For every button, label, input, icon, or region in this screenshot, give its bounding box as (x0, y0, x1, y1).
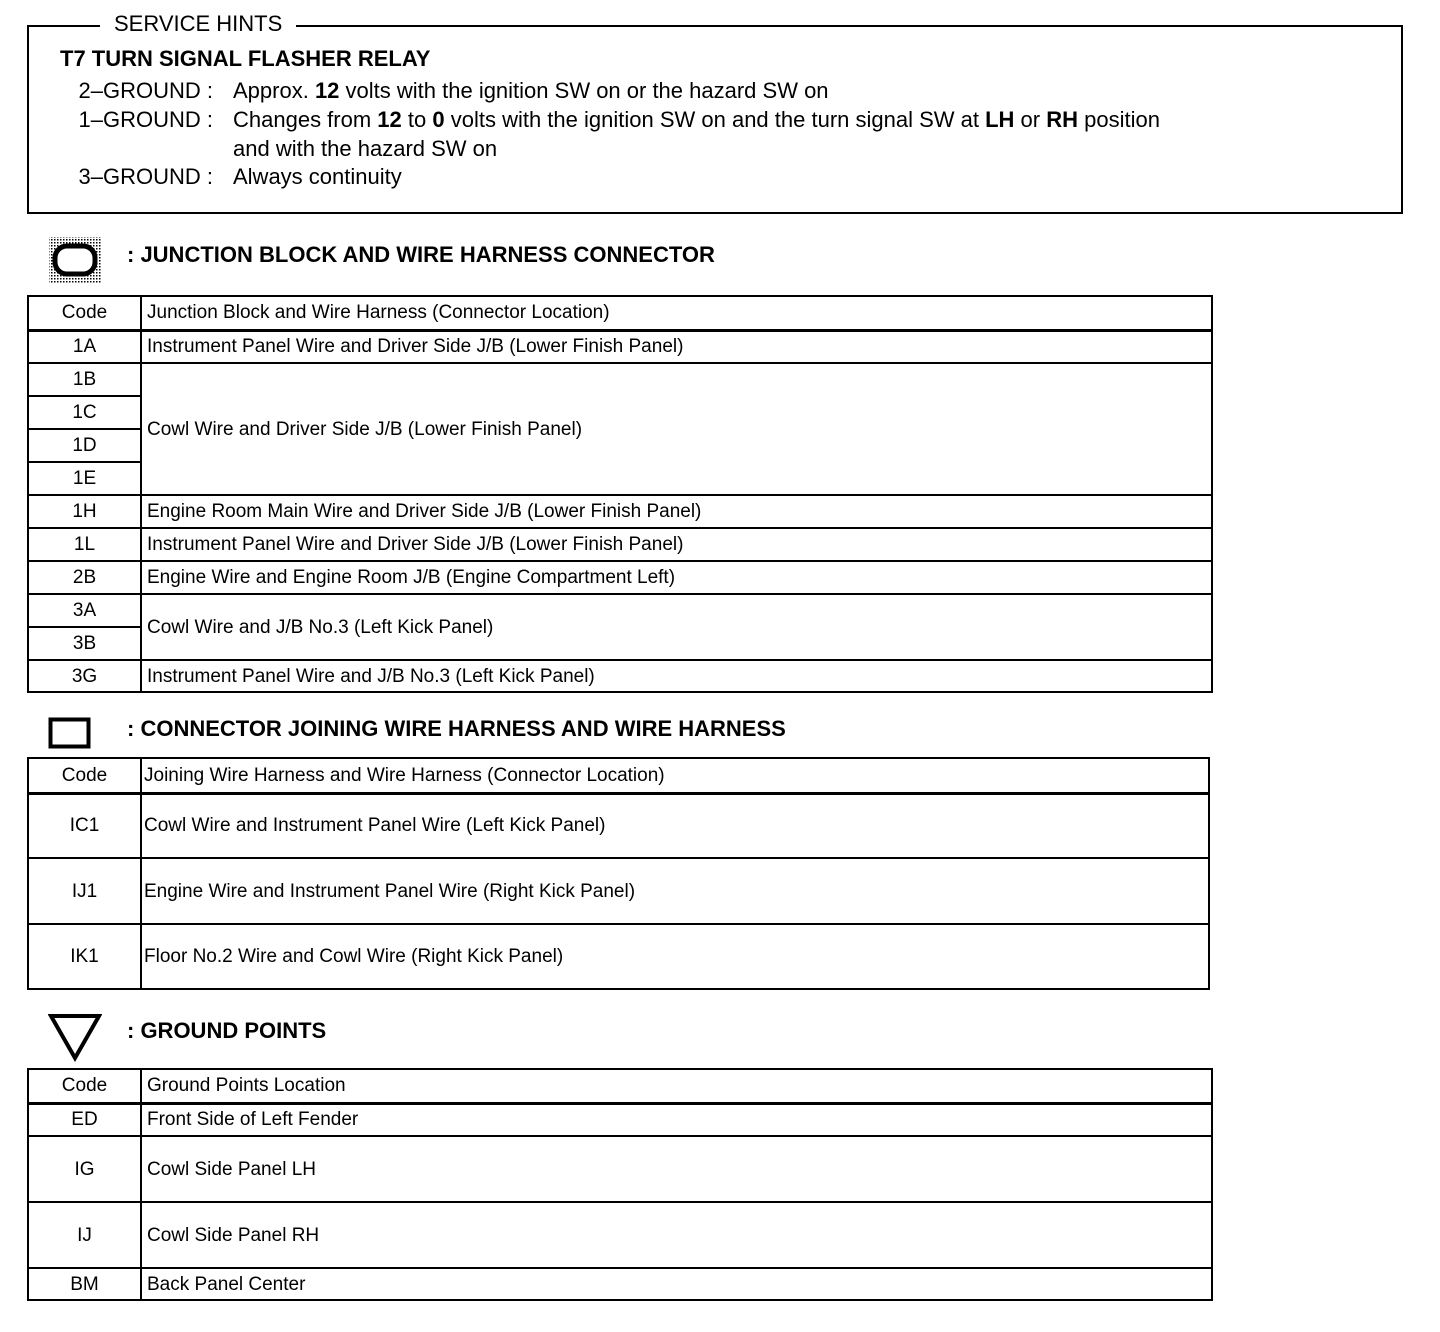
table-header-row (28, 1069, 1212, 1103)
row-description: Engine Wire and Instrument Panel Wire (Right Kick Panel) (141, 858, 1209, 924)
table-row (28, 793, 1209, 858)
header-description: Joining Wire Harness and Wire Harness (Connector Location) (141, 758, 1209, 793)
table-row (28, 495, 1212, 528)
row-code: ED (28, 1103, 141, 1136)
table-row (28, 858, 1209, 924)
joining-table (27, 757, 1210, 990)
junction-table (27, 295, 1213, 693)
service-hints-heading: T7 TURN SIGNAL FLASHER RELAY (60, 46, 431, 71)
connector-box-icon (48, 717, 92, 749)
row-description: Instrument Panel Wire and Driver Side J/B (Lower Finish Panel) (141, 330, 1212, 363)
row-description: Back Panel Center (141, 1268, 1212, 1300)
hint-text-3-ground: Always continuity (233, 164, 402, 189)
row-code: 1L (28, 528, 141, 561)
row-code: BM (28, 1268, 141, 1300)
row-code: IJ1 (28, 858, 141, 924)
row-description: Front Side of Left Fender (141, 1103, 1212, 1136)
joining-section-title: : CONNECTOR JOINING WIRE HARNESS AND WIRE HARNESS (127, 716, 786, 741)
row-description: Cowl Wire and Instrument Panel Wire (Left Kick Panel) (141, 793, 1209, 858)
table-row (28, 924, 1209, 989)
header-code: Code (28, 1069, 141, 1103)
junction-section-title: : JUNCTION BLOCK AND WIRE HARNESS CONNECTOR (127, 242, 715, 267)
table-header-row (28, 296, 1212, 330)
table-row (28, 1103, 1212, 1136)
row-description: Engine Room Main Wire and Driver Side J/B (Lower Finish Panel) (141, 495, 1212, 528)
table-row (28, 528, 1212, 561)
hint-label-3-ground: 3–GROUND : (78, 164, 213, 189)
row-code: IK1 (28, 924, 141, 989)
hint-label-2-ground: 2–GROUND : (78, 78, 213, 103)
row-code: 2B (28, 561, 141, 594)
row-description: Instrument Panel Wire and Driver Side J/B (Lower Finish Panel) (141, 528, 1212, 561)
hint-text-2-ground: Approx. 12 volts with the ignition SW on or the hazard SW on (233, 78, 829, 103)
row-code: 3A (28, 594, 141, 627)
row-code: IJ (28, 1202, 141, 1268)
row-code: 1D (28, 429, 141, 462)
table-row (28, 1268, 1212, 1300)
table-row (28, 561, 1212, 594)
table-row (28, 363, 1212, 396)
row-description: Cowl Wire and Driver Side J/B (Lower Finish Panel) (141, 363, 1212, 495)
table-header-row (28, 758, 1209, 793)
table-row (28, 594, 1212, 627)
row-code: IG (28, 1136, 141, 1202)
junction-block-icon (48, 236, 102, 284)
header-code: Code (28, 758, 141, 793)
row-code: 3B (28, 627, 141, 660)
table-row (28, 1202, 1212, 1268)
row-description: Floor No.2 Wire and Cowl Wire (Right Kick Panel) (141, 924, 1209, 989)
table-row (28, 330, 1212, 363)
row-code: IC1 (28, 793, 141, 858)
ground-section-title: : GROUND POINTS (127, 1018, 327, 1043)
header-description: Ground Points Location (141, 1069, 1212, 1103)
hint-text-1-ground: Changes from 12 to 0 volts with the ignition SW on and the turn signal SW at LH or RH position (233, 107, 1160, 132)
row-description: Cowl Wire and J/B No.3 (Left Kick Panel) (141, 594, 1212, 660)
row-code: 1A (28, 330, 141, 363)
row-code: 1E (28, 462, 141, 495)
header-code: Code (28, 296, 141, 330)
row-description: Cowl Side Panel RH (141, 1202, 1212, 1268)
header-description: Junction Block and Wire Harness (Connector Location) (141, 296, 1212, 330)
row-code: 3G (28, 660, 141, 692)
row-code: 1B (28, 363, 141, 396)
ground-triangle-icon (48, 1012, 102, 1062)
row-description: Cowl Side Panel LH (141, 1136, 1212, 1202)
table-row (28, 1136, 1212, 1202)
row-description: Instrument Panel Wire and J/B No.3 (Left Kick Panel) (141, 660, 1212, 692)
row-code: 1C (28, 396, 141, 429)
ground-table (27, 1068, 1213, 1301)
hint-label-1-ground: 1–GROUND : (78, 107, 213, 132)
service-hints-title: SERVICE HINTS (100, 10, 296, 38)
hint-text-1-ground-continued: and with the hazard SW on (233, 136, 498, 161)
row-description: Engine Wire and Engine Room J/B (Engine Compartment Left) (141, 561, 1212, 594)
row-code: 1H (28, 495, 141, 528)
table-row (28, 660, 1212, 692)
